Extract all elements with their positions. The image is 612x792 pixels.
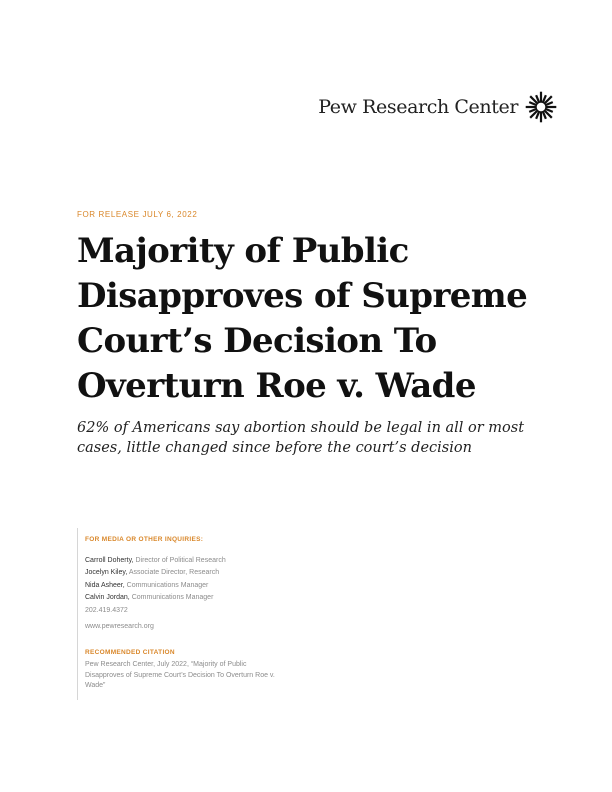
contact-role: Communications Manager: [126, 581, 209, 589]
org-name: Pew Research Center: [318, 96, 518, 118]
contact-block: [77, 528, 337, 700]
title-line: Court’s Decision To: [77, 321, 437, 361]
contact-item: [85, 567, 337, 579]
contact-role: Associate Director, Research: [128, 569, 220, 577]
sunburst-icon: [524, 90, 558, 124]
citation-text: Pew Research Center, July 2022, “Majority of Public Disapproves of Supreme Court’s Decision To Overturn Roe v. Wade”: [85, 661, 275, 690]
title-line: Overturn Roe v. Wade: [77, 366, 476, 406]
pew-logo: [318, 90, 558, 124]
contact-role: Director of Political Research: [135, 557, 226, 564]
contact-item: [85, 555, 337, 567]
inquiries-label: FOR MEDIA OR OTHER INQUIRIES:: [85, 536, 204, 543]
contact-item: [85, 580, 337, 592]
contact-name: Jocelyn Kiley,: [85, 569, 128, 577]
contact-role: Communications Manager: [131, 593, 214, 601]
contact-name: Nida Asheer,: [85, 581, 125, 589]
title-line: Majority of Public: [77, 231, 409, 271]
citation-label: RECOMMENDED CITATION: [85, 649, 175, 657]
website-link[interactable]: www.pewresearch.org: [85, 623, 154, 631]
contact-item: [85, 592, 337, 604]
phone-number: 202.419.4372: [85, 607, 128, 615]
report-title: [77, 229, 557, 409]
report-subtitle: 62% of Americans say abortion should be legal in all or most cases, little changed since before the court’s decision: [77, 420, 525, 456]
release-date: FOR RELEASE JULY 6, 2022: [77, 210, 198, 219]
contact-name: Carroll Doherty,: [85, 557, 134, 564]
contact-list: [85, 555, 337, 604]
title-line: Disapproves of Supreme: [77, 276, 528, 316]
contact-name: Calvin Jordan,: [85, 593, 130, 601]
